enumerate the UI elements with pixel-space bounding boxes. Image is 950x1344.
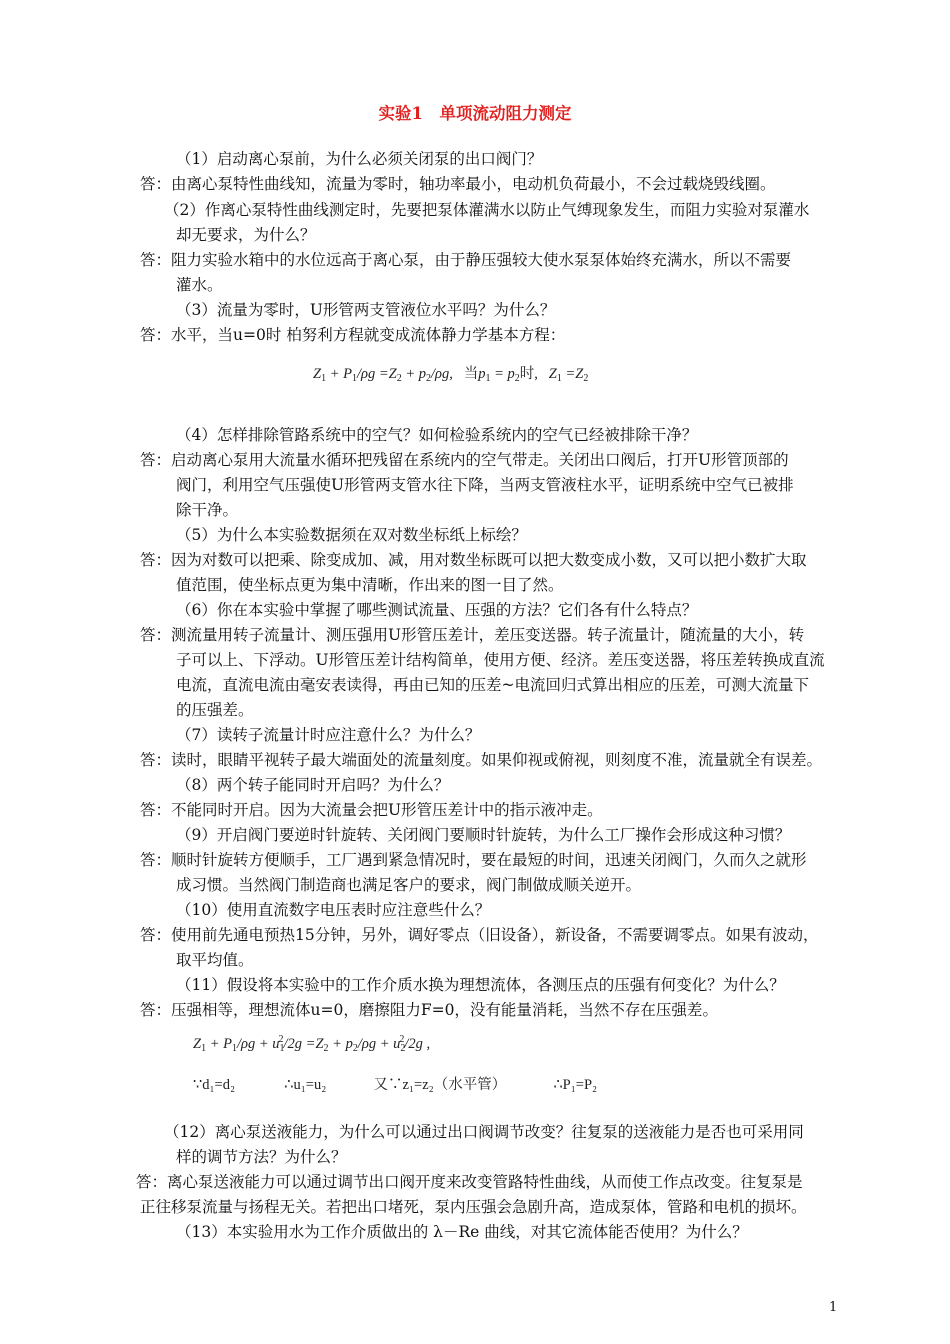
answer-4-cont: 阀门，利用空气压强使U形管两支管水往下降，当两支管液柱水平，证明系统中空气已被排 bbox=[176, 476, 794, 494]
answer-11: 答：压强相等，理想流体u=0，磨擦阻力F=0，没有能量消耗，当然不存在压强差。 bbox=[140, 1001, 718, 1019]
answer-10: 答：使用前先通电预热15分钟，另外，调好零点（旧设备），新设备，不需要调零点。如果有波动， bbox=[140, 926, 819, 944]
equation-bernoulli-ideal: $Z_1 + P_1/\rho g + u_1^2/2g =Z_2 + p_2/\rho g + u_2^2/2g$ , bbox=[193, 1034, 431, 1054]
equation-bernoulli-static: $Z_1 + P_1/\rho g =Z_2 + p_2/\rho g$, 当$p_1 = p_2$时, $Z_1 =Z_2$ bbox=[313, 366, 589, 384]
question-8: （8）两个转子能同时开启吗？为什么？ bbox=[176, 776, 450, 794]
answer-4-cont: 除干净。 bbox=[176, 501, 239, 519]
question-6: （6）你在本实验中掌握了哪些测试流量、压强的方法？它们各有什么特点？ bbox=[176, 601, 698, 619]
answer-6-cont: 电流，直流电流由毫安表读得，再由已知的压差~电流回归式算出相应的压差，可测大流量下 bbox=[176, 676, 809, 694]
answer-4: 答：启动离心泵用大流量水循环把残留在系统内的空气带走。关闭出口阀后，打开U形管顶部的 bbox=[140, 451, 789, 469]
question-7: （7）读转子流量计时应注意什么？为什么？ bbox=[176, 726, 481, 744]
question-1: （1）启动离心泵前，为什么必须关闭泵的出口阀门？ bbox=[176, 150, 543, 168]
equation-conditions bbox=[193, 1073, 597, 1094]
answer-8: 答：不能同时开启。因为大流量会把U形管压差计中的指示液冲走。 bbox=[140, 801, 603, 819]
question-13: （13）本实验用水为工作介质做出的 λ－Re 曲线，对其它流体能否使用？为什么？ bbox=[176, 1223, 748, 1241]
answer-2-cont: 灌水。 bbox=[176, 276, 223, 294]
condition-velocity: ∴u₁=u₂ bbox=[284, 1077, 327, 1093]
question-11: （11）假设将本实验中的工作介质水换为理想流体，各测压点的压强有何变化？为什么？ bbox=[176, 976, 785, 994]
question-5: （5）为什么本实验数据须在双对数坐标纸上标绘？ bbox=[176, 526, 527, 544]
condition-height: 又∵z₁=z₂（水平管） bbox=[373, 1077, 507, 1093]
answer-5: 答：因为对数可以把乘、除变成加、减，用对数坐标既可以把大数变成小数，又可以把小数扩大取 bbox=[140, 551, 807, 569]
condition-diameter: ∵d₁=d₂ bbox=[193, 1077, 236, 1093]
question-4: （4）怎样排除管路系统中的空气？如何检验系统内的空气已经被排除干净？ bbox=[176, 426, 698, 444]
question-2: （2）作离心泵特性曲线测定时，先要把泵体灌满水以防止气缚现象发生，而阻力实验对泵灌水 bbox=[164, 201, 810, 219]
answer-6: 答：测流量用转子流量计、测压强用U形管压差计，差压变送器。转子流量计，随流量的大小，转 bbox=[140, 626, 805, 644]
question-2-cont: 却无要求，为什么？ bbox=[176, 226, 316, 244]
answer-10-cont: 取平均值。 bbox=[176, 951, 254, 969]
answer-12-cont: 正往移泵流量与扬程无关。若把出口堵死，泵内压强会急剧升高，造成泵体，管路和电机的损坏。 bbox=[140, 1198, 807, 1216]
condition-pressure: ∴P₁=P₂ bbox=[553, 1077, 598, 1093]
page-number: 1 bbox=[829, 1300, 838, 1315]
answer-1: 答：由离心泵特性曲线知，流量为零时，轴功率最小，电动机负荷最小，不会过载烧毁线圈。 bbox=[140, 175, 776, 193]
question-12-cont: 样的调节方法？为什么？ bbox=[176, 1148, 347, 1166]
answer-9-cont: 成习惯。当然阀门制造商也满足客户的要求，阀门制做成顺关逆开。 bbox=[176, 876, 642, 894]
question-9: （9）开启阀门要逆时针旋转、关闭阀门要顺时针旋转，为什么工厂操作会形成这种习惯？ bbox=[176, 826, 791, 844]
answer-12: 答：离心泵送液能力可以通过调节出口阀开度来改变管路特性曲线，从而使工作点改变。往复泵是 bbox=[136, 1173, 803, 1191]
answer-7: 答：读时，眼睛平视转子最大端面处的流量刻度。如果仰视或俯视，则刻度不准，流量就全有误差。 bbox=[140, 751, 823, 769]
answer-5-cont: 值范围，使坐标点更为集中清晰，作出来的图一目了然。 bbox=[176, 576, 564, 594]
answer-9: 答：顺时针旋转方便顺手，工厂遇到紧急情况时，要在最短的时间，迅速关闭阀门，久而久之就形 bbox=[140, 851, 807, 869]
answer-2: 答：阻力实验水箱中的水位远高于离心泵，由于静压强较大使水泵泵体始终充满水，所以不需要 bbox=[140, 251, 792, 269]
answer-3: 答：水平，当u=0时 柏努利方程就变成流体静力学基本方程： bbox=[140, 326, 566, 344]
page-title: 实验1 单项流动阻力测定 bbox=[378, 104, 572, 123]
question-10: （10）使用直流数字电压表时应注意些什么？ bbox=[176, 901, 491, 919]
answer-6-cont: 子可以上、下浮动。U形管压差计结构简单，使用方便、经济。差压变送器，将压差转换成直流 bbox=[176, 651, 825, 669]
answer-6-cont: 的压强差。 bbox=[176, 701, 254, 719]
question-3: （3）流量为零时，U形管两支管液位水平吗？为什么？ bbox=[176, 301, 556, 319]
question-12: （12）离心泵送液能力，为什么可以通过出口阀调节改变？往复泵的送液能力是否也可采用同 bbox=[164, 1123, 804, 1141]
